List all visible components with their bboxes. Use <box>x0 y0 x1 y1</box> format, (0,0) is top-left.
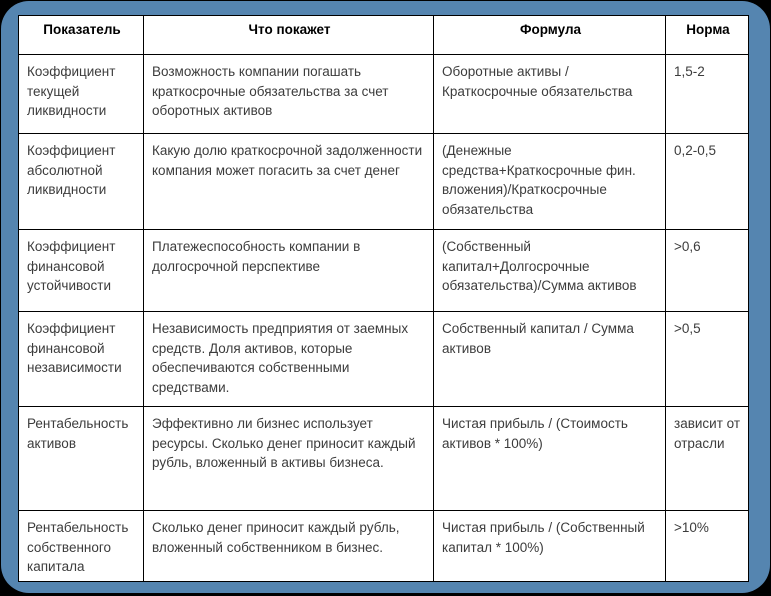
header-what-it-shows: Что покажет <box>144 16 434 55</box>
table-row <box>19 230 749 312</box>
cell-norm: >0,5 <box>666 312 749 407</box>
cell-formula: Собственный капитал / Сумма активов <box>434 312 666 407</box>
financial-ratios-table <box>18 15 749 582</box>
cell-shows: Сколько денег приносит каждый рубль, вложенный собственником в бизнес. <box>144 511 434 582</box>
cell-indicator: Рентабельность собственного капитала <box>19 511 144 582</box>
cell-formula: (Денежные средства+Краткосрочные фин. вложения)/Краткосрочные обязательства <box>434 134 666 230</box>
cell-norm: зависит от отрасли <box>666 407 749 511</box>
cell-indicator: Коэффициент текущей ликвидности <box>19 55 144 134</box>
table-row <box>19 511 749 582</box>
cell-norm: >0,6 <box>666 230 749 312</box>
cell-formula: (Собственный капитал+Долгосрочные обязательства)/Сумма активов <box>434 230 666 312</box>
table-row <box>19 134 749 230</box>
header-norm: Норма <box>666 16 749 55</box>
cell-shows: Возможность компании погашать краткосрочные обязательства за счет оборотных активов <box>144 55 434 134</box>
cell-shows: Платежеспособность компании в долгосрочной перспективе <box>144 230 434 312</box>
cell-shows: Эффективно ли бизнес использует ресурсы. Сколько денег приносит каждый рубль, вложенный в активы бизнеса. <box>144 407 434 511</box>
blue-frame <box>1 1 770 593</box>
cell-shows: Какую долю краткосрочной задолженности компания может погасить за счет денег <box>144 134 434 230</box>
cell-indicator: Рентабельность активов <box>19 407 144 511</box>
cell-indicator: Коэффициент финансовой независимости <box>19 312 144 407</box>
cell-indicator: Коэффициент финансовой устойчивости <box>19 230 144 312</box>
header-row <box>19 16 749 55</box>
cell-formula: Чистая прибыль / (Стоимость активов * 100%) <box>434 407 666 511</box>
cell-norm: 0,2-0,5 <box>666 134 749 230</box>
cell-formula: Оборотные активы / Краткосрочные обязательства <box>434 55 666 134</box>
cell-norm: >10% <box>666 511 749 582</box>
table-row <box>19 55 749 134</box>
header-formula: Формула <box>434 16 666 55</box>
table-row <box>19 312 749 407</box>
cell-indicator: Коэффициент абсолютной ликвидности <box>19 134 144 230</box>
header-indicator: Показатель <box>19 16 144 55</box>
cell-norm: 1,5-2 <box>666 55 749 134</box>
cell-formula: Чистая прибыль / (Собственный капитал * 100%) <box>434 511 666 582</box>
cell-shows: Независимость предприятия от заемных средств. Доля активов, которые обеспечиваются собственными средствами. <box>144 312 434 407</box>
table-row <box>19 407 749 511</box>
